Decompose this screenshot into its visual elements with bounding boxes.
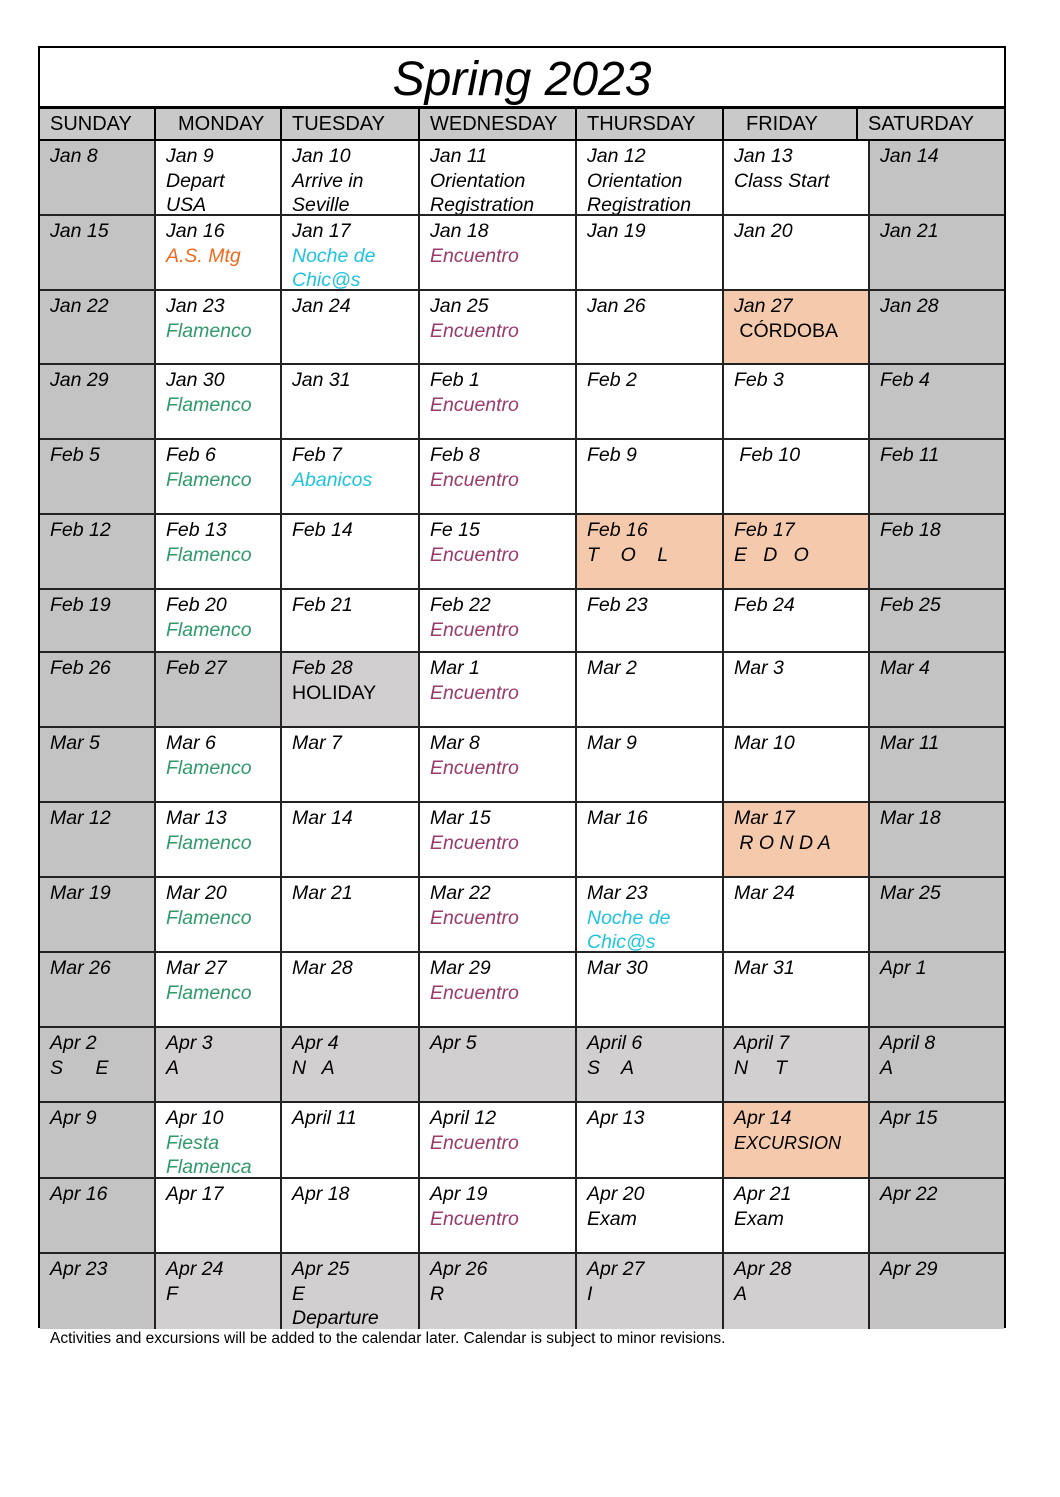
day-date-label: Apr 22 [880, 1183, 938, 1205]
calendar-day-cell [282, 291, 420, 365]
day-event-label: Departure [292, 1307, 379, 1329]
day-event-label: Encuentro [430, 319, 519, 342]
day-date-label: Apr 13 [587, 1107, 645, 1129]
calendar-day-cell [577, 953, 724, 1028]
day-event-label: Orientation [587, 169, 683, 192]
calendar-day-cell [870, 1028, 1004, 1103]
day-event-label: Encuentro [430, 543, 519, 566]
calendar-day-cell [420, 365, 577, 440]
calendar-day-cell [282, 1254, 420, 1329]
day-date-label: Mar 15 [430, 807, 491, 829]
day-date-label: Apr 10 [166, 1107, 224, 1129]
day-date-label: Feb 2 [587, 369, 637, 391]
day-date-label: Apr 16 [50, 1183, 108, 1205]
day-event-label: Flamenco [166, 906, 252, 929]
day-event-label: A [166, 1056, 180, 1079]
day-date-label: Jan 20 [734, 220, 793, 242]
day-date-label: Feb 6 [166, 444, 216, 466]
day-event-label: Flamenco [166, 981, 252, 1004]
day-date-label: Mar 6 [166, 732, 216, 754]
calendar-day-cell [420, 1254, 577, 1329]
calendar-day-cell [724, 365, 870, 440]
day-event-label: E D O [734, 543, 809, 566]
day-date-label: Feb 14 [292, 519, 353, 541]
calendar-day-cell [282, 878, 420, 953]
day-date-label: Apr 27 [587, 1258, 645, 1280]
day-event-label: T O L [587, 543, 669, 566]
calendar-day-cell [420, 1028, 577, 1103]
calendar-day-cell [282, 141, 420, 216]
day-event-label: R [430, 1282, 445, 1305]
day-event-label: R O N D A [734, 831, 831, 854]
day-date-label: Jan 27 [734, 295, 793, 317]
day-event-label: Encuentro [430, 618, 519, 641]
day-event-label: Encuentro [430, 981, 519, 1004]
day-date-label: Mar 18 [880, 807, 941, 829]
day-date-label: Jan 23 [166, 295, 225, 317]
day-event-label: CÓRDOBA [734, 319, 839, 342]
day-event-label: I [587, 1282, 593, 1305]
day-date-label: April 8 [880, 1032, 936, 1054]
calendar-day-cell [156, 291, 282, 365]
day-date-label: Jan 30 [166, 369, 225, 391]
day-date-label: Feb 1 [430, 369, 480, 391]
day-event-label: Chic@s [292, 269, 361, 291]
calendar-day-cell [724, 878, 870, 953]
day-event-label: Flamenco [166, 618, 252, 641]
calendar-day-cell [282, 1028, 420, 1103]
day-date-label: Jan 15 [50, 220, 109, 242]
day-event-label: Noche de [587, 906, 671, 929]
day-date-label: Mar 27 [166, 957, 227, 979]
calendar-day-cell [724, 216, 870, 291]
calendar-day-cell [420, 953, 577, 1028]
day-event-label: Registration [430, 194, 535, 216]
calendar-day-cell [577, 1028, 724, 1103]
calendar-day-cell [724, 291, 870, 365]
calendar-day-cell [40, 365, 156, 440]
calendar-day-cell [870, 1179, 1004, 1254]
calendar-day-cell [156, 440, 282, 515]
day-date-label: Apr 1 [880, 957, 927, 979]
day-event-label: Depart [166, 169, 225, 192]
day-date-label: Apr 26 [430, 1258, 488, 1280]
day-date-label: Apr 29 [880, 1258, 938, 1280]
calendar-day-cell [870, 728, 1004, 803]
calendar-day-cell [870, 1254, 1004, 1329]
calendar-day-cell [577, 440, 724, 515]
day-date-label: Feb 12 [50, 519, 111, 541]
calendar-day-cell [577, 141, 724, 216]
day-event-label: A [734, 1282, 748, 1305]
day-date-label: Mar 31 [734, 957, 795, 979]
day-event-label: S E [50, 1056, 109, 1079]
calendar-day-cell [577, 803, 724, 878]
calendar-day-cell [40, 1103, 156, 1179]
calendar-day-cell [870, 291, 1004, 365]
day-date-label: Apr 21 [734, 1183, 792, 1205]
day-date-label: Feb 16 [587, 519, 648, 541]
calendar-day-cell [282, 590, 420, 653]
calendar-day-cell [282, 803, 420, 878]
calendar-day-cell [420, 440, 577, 515]
day-event-label: Exam [734, 1207, 784, 1230]
day-date-label: Mar 14 [292, 807, 353, 829]
day-date-label: Mar 28 [292, 957, 353, 979]
weekday-header-sunday: SUNDAY [40, 109, 156, 139]
day-date-label: Mar 2 [587, 657, 637, 679]
day-event-label: S A [587, 1056, 634, 1079]
calendar-day-cell [156, 1179, 282, 1254]
day-date-label: Feb 19 [50, 594, 111, 616]
calendar-day-cell [156, 803, 282, 878]
day-event-label: USA [166, 194, 207, 216]
calendar-day-cell [870, 141, 1004, 216]
calendar-day-cell [282, 365, 420, 440]
day-event-label: Exam [587, 1207, 637, 1230]
calendar-day-cell [282, 1179, 420, 1254]
calendar-day-cell [40, 1254, 156, 1329]
footnote: Activities and excursions will be added to the calendar later. Calendar is subject to minor revisions. [50, 1330, 726, 1347]
day-event-label: A.S. Mtg [166, 244, 241, 267]
day-date-label: Feb 5 [50, 444, 100, 466]
day-date-label: Feb 26 [50, 657, 111, 679]
day-date-label: Mar 9 [587, 732, 637, 754]
calendar-day-cell [870, 590, 1004, 653]
calendar-day-cell [724, 1254, 870, 1329]
calendar-day-cell [156, 216, 282, 291]
day-date-label: Mar 1 [430, 657, 480, 679]
weekday-header-row [40, 109, 1004, 141]
day-date-label: April 12 [430, 1107, 497, 1129]
day-date-label: Jan 31 [292, 369, 351, 391]
day-date-label: Mar 13 [166, 807, 227, 829]
day-date-label: Feb 25 [880, 594, 941, 616]
day-event-label: Noche de [292, 244, 376, 267]
day-date-label: Mar 25 [880, 882, 941, 904]
day-date-label: Jan 8 [50, 145, 98, 167]
day-date-label: Feb 7 [292, 444, 342, 466]
calendar-day-cell [420, 803, 577, 878]
day-date-label: Mar 7 [292, 732, 342, 754]
day-event-label: Flamenco [166, 468, 252, 491]
day-date-label: Apr 9 [50, 1107, 97, 1129]
calendar-day-cell [870, 953, 1004, 1028]
day-event-label: Encuentro [430, 1207, 519, 1230]
calendar-day-cell [577, 1103, 724, 1179]
calendar-day-cell [282, 1103, 420, 1179]
day-date-label: Jan 24 [292, 295, 351, 317]
weekday-header-thursday: THURSDAY [577, 109, 724, 139]
day-date-label: Jan 22 [50, 295, 109, 317]
day-date-label: Apr 18 [292, 1183, 350, 1205]
calendar-day-cell [40, 728, 156, 803]
calendar-day-cell [420, 653, 577, 728]
day-date-label: Jan 28 [880, 295, 939, 317]
calendar-day-cell [870, 653, 1004, 728]
calendar-day-cell [156, 653, 282, 728]
day-date-label: Mar 22 [430, 882, 491, 904]
calendar-day-cell [420, 515, 577, 590]
day-event-label: EXCURSION [734, 1132, 842, 1153]
day-date-label: Mar 4 [880, 657, 930, 679]
day-date-label: Mar 23 [587, 882, 648, 904]
day-date-label: April 11 [292, 1107, 357, 1129]
day-event-label: Fiesta [166, 1131, 220, 1154]
calendar-day-cell [40, 141, 156, 216]
day-date-label: Apr 17 [166, 1183, 224, 1205]
day-date-label: Feb 11 [880, 444, 940, 466]
calendar-day-cell [577, 515, 724, 590]
day-date-label: Feb 8 [430, 444, 480, 466]
day-date-label: April 6 [587, 1032, 643, 1054]
calendar-day-cell [577, 291, 724, 365]
day-date-label: Apr 14 [734, 1107, 792, 1129]
day-event-label: F [166, 1282, 178, 1305]
day-date-label: Feb 20 [166, 594, 227, 616]
day-date-label: Feb 24 [734, 594, 795, 616]
day-event-label: N A [292, 1056, 335, 1079]
calendar-day-cell [420, 878, 577, 953]
calendar-day-cell [870, 440, 1004, 515]
calendar-day-cell [420, 728, 577, 803]
calendar-day-cell [724, 803, 870, 878]
calendar-day-cell [420, 216, 577, 291]
calendar-day-cell [724, 1103, 870, 1179]
day-event-label: HOLIDAY [292, 681, 377, 704]
day-date-label: Feb 21 [292, 594, 353, 616]
calendar-day-cell [577, 590, 724, 653]
day-event-label: Chic@s [587, 931, 656, 953]
day-date-label: Jan 10 [292, 145, 351, 167]
day-date-label: Jan 29 [50, 369, 109, 391]
day-date-label: Feb 10 [734, 444, 801, 466]
day-event-label: Encuentro [430, 468, 519, 491]
calendar-day-cell [870, 365, 1004, 440]
calendar-day-cell [156, 141, 282, 216]
calendar-day-cell [724, 141, 870, 216]
day-date-label: Feb 13 [166, 519, 227, 541]
calendar-day-cell [724, 653, 870, 728]
calendar-day-cell [282, 953, 420, 1028]
day-date-label: Mar 19 [50, 882, 111, 904]
calendar-day-cell [282, 216, 420, 291]
day-date-label: Apr 5 [430, 1032, 477, 1054]
day-date-label: Jan 12 [587, 145, 646, 167]
day-date-label: Mar 16 [587, 807, 648, 829]
day-date-label: Mar 17 [734, 807, 795, 829]
day-date-label: Feb 3 [734, 369, 784, 391]
calendar-day-cell [724, 590, 870, 653]
day-date-label: Jan 17 [292, 220, 351, 242]
calendar-day-cell [577, 365, 724, 440]
calendar-day-cell [870, 216, 1004, 291]
weekday-header-monday: MONDAY [156, 109, 282, 139]
day-date-label: Apr 15 [880, 1107, 938, 1129]
day-event-label: Encuentro [430, 393, 519, 416]
calendar-day-cell [40, 440, 156, 515]
day-date-label: Feb 22 [430, 594, 491, 616]
calendar-day-cell [870, 1103, 1004, 1179]
day-date-label: Mar 3 [734, 657, 784, 679]
weekday-header-friday: FRIDAY [724, 109, 858, 139]
day-event-label: Flamenco [166, 393, 252, 416]
day-date-label: Mar 24 [734, 882, 795, 904]
calendar [38, 46, 1006, 1328]
calendar-day-cell [156, 365, 282, 440]
day-date-label: Fe 15 [430, 519, 480, 541]
day-date-label: Feb 23 [587, 594, 648, 616]
day-date-label: Feb 18 [880, 519, 941, 541]
calendar-day-cell [724, 440, 870, 515]
day-date-label: Feb 28 [292, 657, 353, 679]
calendar-day-cell [156, 1103, 282, 1179]
calendar-title: Spring 2023 [40, 48, 1004, 109]
calendar-day-cell [156, 1254, 282, 1329]
day-date-label: Mar 29 [430, 957, 491, 979]
day-date-label: Mar 10 [734, 732, 795, 754]
day-date-label: Apr 23 [50, 1258, 108, 1280]
calendar-day-cell [40, 953, 156, 1028]
calendar-day-cell [40, 653, 156, 728]
day-date-label: Mar 26 [50, 957, 111, 979]
calendar-day-cell [420, 590, 577, 653]
day-event-label: Encuentro [430, 906, 519, 929]
calendar-day-cell [870, 878, 1004, 953]
day-date-label: Feb 17 [734, 519, 795, 541]
day-date-label: Jan 19 [587, 220, 646, 242]
day-event-label: Registration [587, 194, 692, 216]
calendar-day-cell [577, 216, 724, 291]
calendar-day-cell [577, 653, 724, 728]
calendar-day-cell [724, 515, 870, 590]
day-event-label: Abanicos [292, 468, 373, 491]
day-event-label: Flamenco [166, 831, 252, 854]
day-date-label: Mar 20 [166, 882, 227, 904]
day-event-label: Class Start [734, 169, 830, 192]
day-event-label: Flamenco [166, 543, 252, 566]
day-date-label: Jan 16 [166, 220, 225, 242]
calendar-day-cell [420, 291, 577, 365]
calendar-day-cell [724, 728, 870, 803]
day-date-label: Jan 21 [880, 220, 939, 242]
day-date-label: Mar 12 [50, 807, 111, 829]
day-event-label: Encuentro [430, 831, 519, 854]
calendar-day-cell [40, 878, 156, 953]
day-date-label: Jan 9 [166, 145, 214, 167]
calendar-day-cell [40, 803, 156, 878]
day-event-label: Encuentro [430, 1131, 519, 1154]
day-date-label: April 7 [734, 1032, 790, 1054]
calendar-day-cell [156, 878, 282, 953]
day-event-label: N T [734, 1056, 788, 1079]
calendar-day-cell [282, 515, 420, 590]
calendar-day-cell [156, 590, 282, 653]
day-date-label: Apr 20 [587, 1183, 645, 1205]
day-date-label: Apr 25 [292, 1258, 350, 1280]
calendar-day-cell [420, 1179, 577, 1254]
day-date-label: Feb 4 [880, 369, 930, 391]
day-event-label: Encuentro [430, 681, 519, 704]
day-date-label: Apr 2 [50, 1032, 97, 1054]
day-date-label: Jan 14 [880, 145, 939, 167]
calendar-day-cell [870, 515, 1004, 590]
day-date-label: Mar 8 [430, 732, 480, 754]
calendar-day-cell [156, 728, 282, 803]
calendar-day-cell [156, 953, 282, 1028]
day-date-label: Apr 4 [292, 1032, 339, 1054]
calendar-day-cell [577, 728, 724, 803]
weekday-header-saturday: SATURDAY [868, 113, 974, 135]
calendar-day-cell [282, 440, 420, 515]
day-event-label: Seville [292, 194, 350, 216]
calendar-day-cell [156, 1028, 282, 1103]
calendar-day-cell [724, 1179, 870, 1254]
calendar-day-cell [282, 728, 420, 803]
day-event-label: Encuentro [430, 244, 519, 267]
calendar-day-cell [420, 141, 577, 216]
calendar-day-cell [724, 953, 870, 1028]
calendar-day-cell [420, 1103, 577, 1179]
weekday-header-wednesday: WEDNESDAY [420, 109, 577, 139]
day-event-label: Flamenco [166, 756, 252, 779]
day-date-label: Feb 9 [587, 444, 637, 466]
calendar-day-cell [870, 803, 1004, 878]
calendar-day-cell [40, 1179, 156, 1254]
day-date-label: Jan 25 [430, 295, 489, 317]
calendar-day-cell [577, 1254, 724, 1329]
weekday-header-tuesday: TUESDAY [282, 109, 420, 139]
day-date-label: Apr 19 [430, 1183, 488, 1205]
day-date-label: Feb 27 [166, 657, 227, 679]
day-date-label: Apr 24 [166, 1258, 224, 1280]
day-date-label: Jan 18 [430, 220, 489, 242]
day-date-label: Mar 5 [50, 732, 100, 754]
calendar-day-cell [282, 653, 420, 728]
day-date-label: Mar 21 [292, 882, 353, 904]
day-date-label: Jan 11 [430, 145, 488, 167]
calendar-day-cell [40, 1028, 156, 1103]
calendar-day-cell [40, 291, 156, 365]
calendar-day-cell [577, 1179, 724, 1254]
day-date-label: Apr 3 [166, 1032, 213, 1054]
day-date-label: Jan 26 [587, 295, 646, 317]
calendar-day-cell [40, 590, 156, 653]
calendar-day-cell [156, 515, 282, 590]
calendar-day-cell [724, 1028, 870, 1103]
calendar-day-cell [40, 216, 156, 291]
day-event-label: Arrive in [292, 169, 364, 192]
day-event-label: Flamenco [166, 319, 252, 342]
calendar-day-cell [40, 515, 156, 590]
day-event-label: A [880, 1056, 894, 1079]
day-date-label: Jan 13 [734, 145, 793, 167]
day-event-label: Flamenca [166, 1156, 252, 1178]
day-date-label: Mar 11 [880, 732, 940, 754]
day-date-label: Apr 28 [734, 1258, 792, 1280]
day-event-label: Orientation [430, 169, 526, 192]
day-event-label: E [292, 1282, 306, 1305]
day-date-label: Mar 30 [587, 957, 648, 979]
calendar-day-cell [577, 878, 724, 953]
day-event-label: Encuentro [430, 756, 519, 779]
